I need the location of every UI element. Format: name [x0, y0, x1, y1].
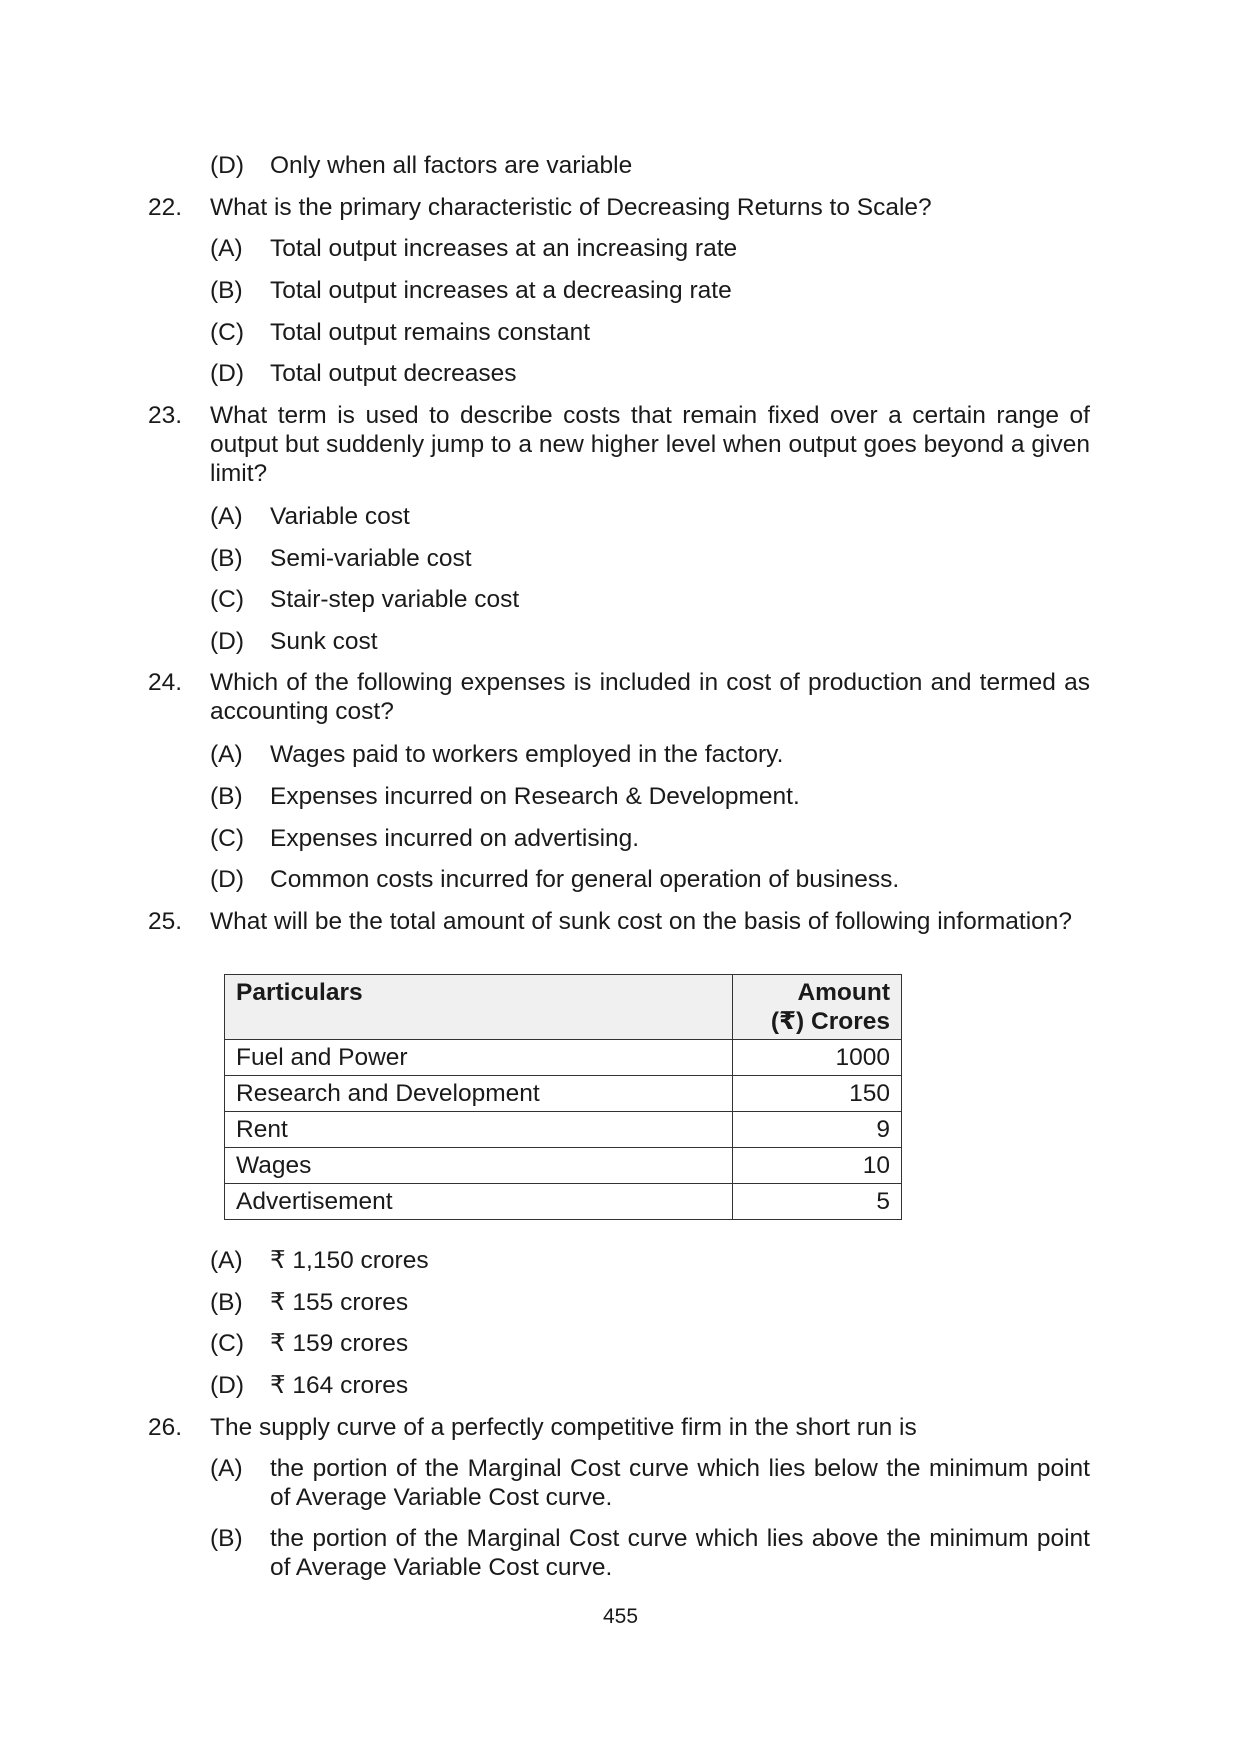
question-text: The supply curve of a perfectly competitive firm in the short run is	[210, 1414, 917, 1441]
option-label: (C)	[210, 825, 245, 852]
question-22	[148, 193, 1090, 222]
option-label: (D)	[210, 152, 245, 179]
row-amount: 5	[733, 1184, 902, 1220]
option-label: (A)	[210, 1455, 243, 1482]
question-number: 24.	[148, 669, 183, 696]
page-number: 455	[602, 1605, 639, 1628]
option-label: (A)	[210, 503, 243, 530]
option-text: Semi-variable cost	[270, 545, 472, 572]
option-label: (D)	[210, 628, 245, 655]
option-text: Total output remains constant	[270, 319, 591, 346]
table-row	[225, 1184, 902, 1220]
option-text: Total output decreases	[270, 360, 517, 387]
q26-option-b	[210, 1524, 1090, 1582]
question-number: 22.	[148, 194, 183, 221]
row-particular: Rent	[225, 1112, 733, 1148]
option-label: (A)	[210, 235, 243, 262]
q23-option-b	[210, 544, 1090, 573]
option-text: ₹ 155 crores	[270, 1289, 409, 1316]
q24-option-d	[210, 865, 1090, 894]
table-row	[225, 1040, 902, 1076]
q24-option-a	[210, 740, 1090, 769]
header-particulars: Particulars	[225, 975, 733, 1040]
option-text: ₹ 159 crores	[270, 1330, 409, 1357]
question-text: Which of the following expenses is included in cost of production and termed as accounting cost?	[210, 669, 1090, 725]
question-25	[148, 907, 1090, 936]
row-particular: Wages	[225, 1148, 733, 1184]
header-amount-line1: Amount	[797, 979, 890, 1006]
question-text: What will be the total amount of sunk cost on the basis of following information?	[210, 908, 1073, 935]
option-text: Sunk cost	[270, 628, 378, 655]
table-row	[225, 1076, 902, 1112]
option-label: (B)	[210, 1289, 243, 1316]
sunk-cost-table	[224, 974, 902, 1220]
option-prev-d	[210, 151, 1090, 180]
option-text: the portion of the Marginal Cost curve which lies above the minimum point of Average Variable Cost curve.	[270, 1525, 1090, 1581]
q24-option-c	[210, 824, 1090, 853]
q23-option-c	[210, 585, 1090, 614]
row-amount: 1000	[733, 1040, 902, 1076]
question-number: 23.	[148, 402, 183, 429]
option-label: (C)	[210, 319, 245, 346]
question-23	[148, 401, 1090, 488]
option-text: Wages paid to workers employed in the factory.	[270, 741, 784, 768]
option-text: Variable cost	[270, 503, 410, 530]
header-amount-line2: (₹) Crores	[770, 1008, 890, 1035]
q25-option-c	[210, 1329, 1090, 1358]
option-text: Total output increases at an increasing rate	[270, 235, 738, 262]
question-26	[148, 1413, 1090, 1442]
option-text: Total output increases at a decreasing rate	[270, 277, 732, 304]
question-text: What is the primary characteristic of Decreasing Returns to Scale?	[210, 194, 932, 221]
q23-option-d	[210, 627, 1090, 656]
option-label: (B)	[210, 545, 243, 572]
table-header-row	[225, 975, 902, 1040]
option-label: (C)	[210, 1330, 245, 1357]
q25-option-a	[210, 1246, 1090, 1275]
table-row	[225, 1112, 902, 1148]
q25-option-d	[210, 1371, 1090, 1400]
option-text: ₹ 1,150 crores	[270, 1247, 429, 1274]
row-amount: 9	[733, 1112, 902, 1148]
question-number: 26.	[148, 1414, 183, 1441]
q24-option-b	[210, 782, 1090, 811]
option-label: (B)	[210, 1525, 243, 1552]
row-particular: Fuel and Power	[225, 1040, 733, 1076]
row-particular: Research and Development	[225, 1076, 733, 1112]
option-text: Only when all factors are variable	[270, 152, 633, 179]
header-amount	[733, 975, 902, 1040]
row-amount: 10	[733, 1148, 902, 1184]
q22-option-d	[210, 359, 1090, 388]
option-label: (A)	[210, 1247, 243, 1274]
option-text: Expenses incurred on Research & Development.	[270, 783, 800, 810]
option-label: (B)	[210, 783, 243, 810]
option-text: Common costs incurred for general operation of business.	[270, 866, 900, 893]
option-label: (D)	[210, 866, 245, 893]
option-label: (D)	[210, 360, 245, 387]
question-text: What term is used to describe costs that remain fixed over a certain range of output but suddenly jump to a new higher level when output goes beyond a given limit?	[210, 402, 1090, 487]
question-number: 25.	[148, 908, 183, 935]
table-row	[225, 1148, 902, 1184]
q22-option-a	[210, 234, 1090, 263]
question-24	[148, 668, 1090, 726]
row-particular: Advertisement	[225, 1184, 733, 1220]
row-amount: 150	[733, 1076, 902, 1112]
option-text: Expenses incurred on advertising.	[270, 825, 640, 852]
option-text: the portion of the Marginal Cost curve which lies below the minimum point of Average Variable Cost curve.	[270, 1455, 1090, 1511]
q25-option-b	[210, 1288, 1090, 1317]
option-label: (A)	[210, 741, 243, 768]
q26-option-a	[210, 1454, 1090, 1512]
option-text: ₹ 164 crores	[270, 1372, 409, 1399]
option-label: (C)	[210, 586, 245, 613]
q23-option-a	[210, 502, 1090, 531]
q22-option-b	[210, 276, 1090, 305]
option-text: Stair-step variable cost	[270, 586, 520, 613]
q22-option-c	[210, 318, 1090, 347]
option-label: (D)	[210, 1372, 245, 1399]
option-label: (B)	[210, 277, 243, 304]
